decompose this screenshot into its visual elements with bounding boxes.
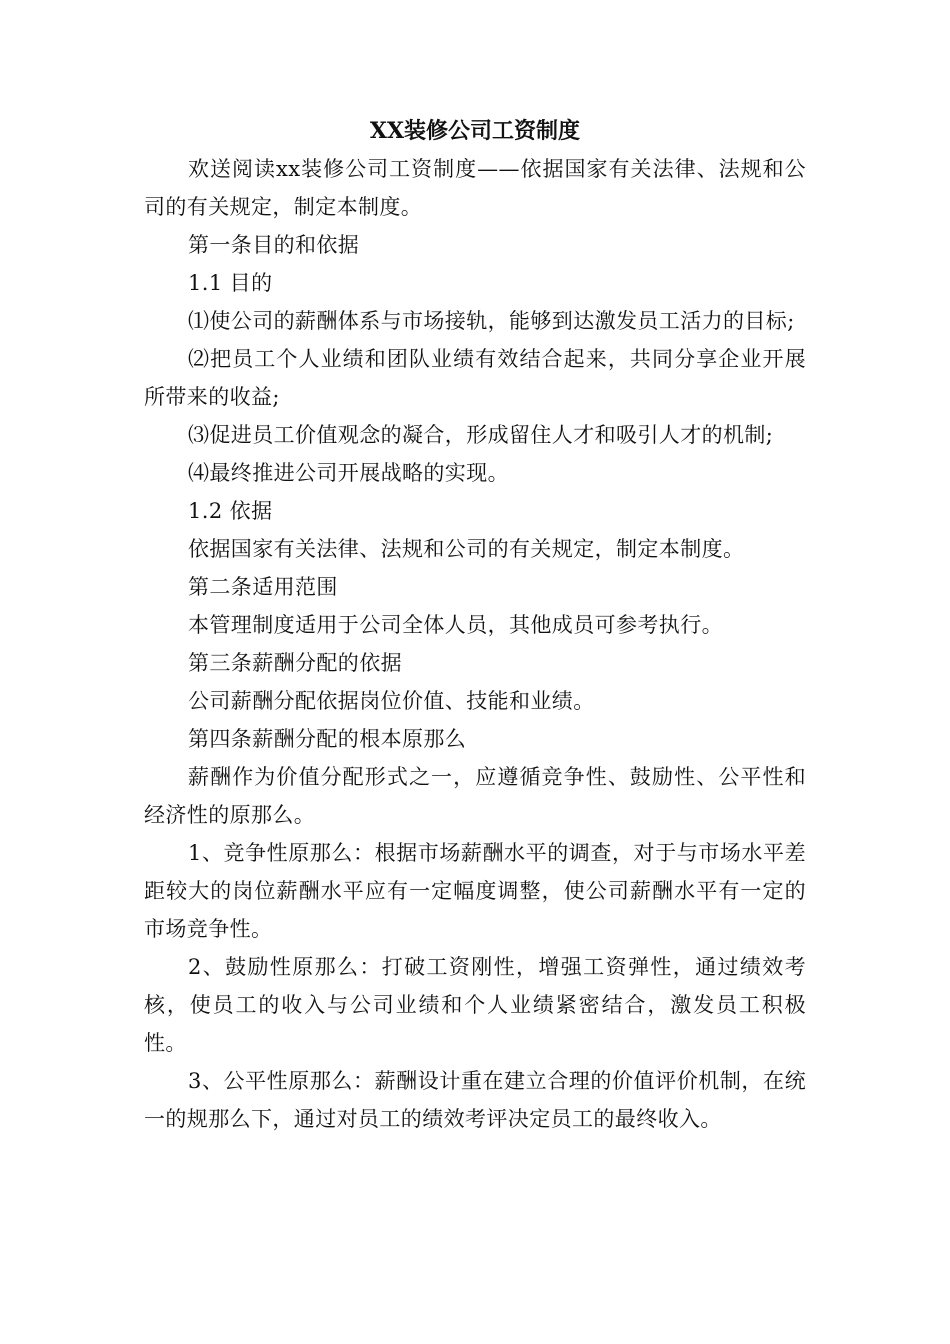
heading-article-3: 第三条薪酬分配的依据 [188,651,402,675]
heading-1-2: 1.2 依据 [188,499,273,523]
paragraph-distribution-basis: 公司薪酬分配依据岗位价值、技能和业绩。 [188,689,595,713]
list-item-4: ⑷最终推进公司开展战略的实现。 [188,461,509,485]
paragraph-intro: 欢送阅读xx装修公司工资制度——依据国家有关法律、法规和公司的有关规定，制定本制度。 [144,157,806,219]
principle-incentive: 2、鼓励性原那么：打破工资刚性，增强工资弹性，通过绩效考核，使员工的收入与公司业绩和个人业绩紧密结合，激发员工积极性。 [144,955,806,1055]
paragraph-basis: 依据国家有关法律、法规和公司的有关规定，制定本制度。 [188,537,745,561]
heading-article-1: 第一条目的和依据 [188,233,360,257]
principle-competitive: 1、竞争性原那么：根据市场薪酬水平的调查，对于与市场水平差距较大的岗位薪酬水平应有一定幅度调整，使公司薪酬水平有一定的市场竞争性。 [144,841,806,941]
heading-article-4: 第四条薪酬分配的根本原那么 [188,727,467,751]
paragraph-principles: 薪酬作为价值分配形式之一，应遵循竞争性、鼓励性、公平性和经济性的原那么。 [144,765,806,827]
heading-1-1: 1.1 目的 [188,271,273,295]
document-title: XX装修公司工资制度 [369,118,581,144]
list-item-2: ⑵把员工个人业绩和团队业绩有效结合起来，共同分享企业开展所带来的收益; [144,347,806,409]
list-item-1: ⑴使公司的薪酬体系与市场接轨，能够到达激发员工活力的目标; [188,309,795,333]
list-item-3: ⑶促进员工价值观念的凝合，形成留住人才和吸引人才的机制; [188,423,774,447]
principle-fairness: 3、公平性原那么：薪酬设计重在建立合理的价值评价机制，在统一的规那么下，通过对员工的绩效考评决定员工的最终收入。 [144,1069,806,1131]
paragraph-scope: 本管理制度适用于公司全体人员，其他成员可参考执行。 [188,613,723,637]
document-body [144,112,806,1138]
heading-article-2: 第二条适用范围 [188,575,338,599]
